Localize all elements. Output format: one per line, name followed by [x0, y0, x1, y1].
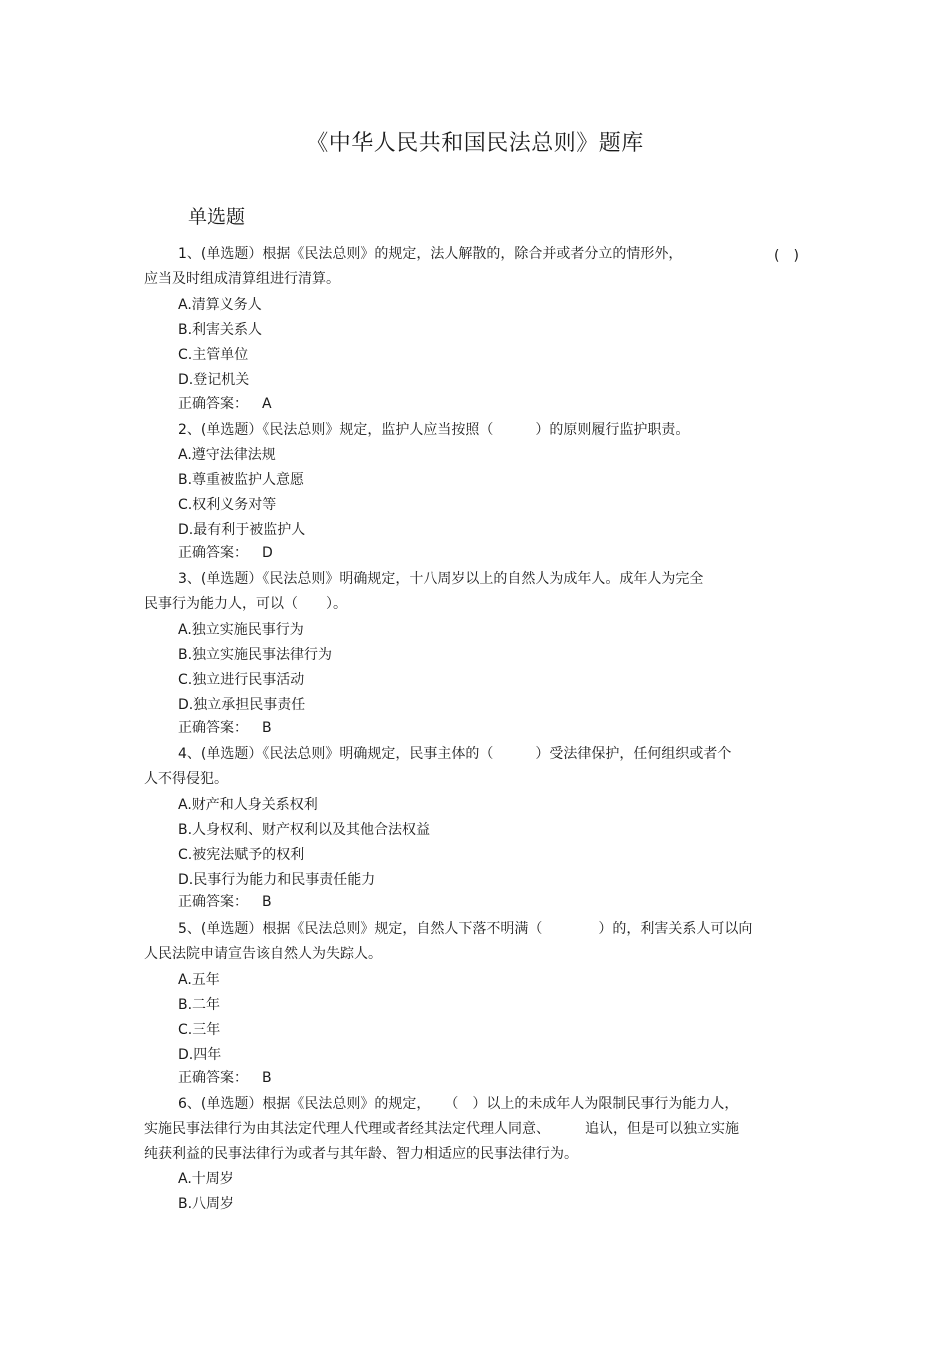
question-2-option-a: A.遵守法律法规: [178, 447, 276, 463]
question-3-option-a: A.独立实施民事行为: [178, 622, 304, 638]
question-1-option-a: A.清算义务人: [178, 297, 262, 313]
question-2-option-d: D.最有利于被监护人: [178, 522, 306, 538]
answer-value: B: [262, 1070, 272, 1086]
question-3-option-c: C.独立进行民事活动: [178, 672, 305, 688]
question-1-option-b: B.利害关系人: [178, 322, 263, 338]
question-4-option-a: A.财产和人身关系权利: [178, 797, 318, 813]
question-5-answer: [178, 1069, 272, 1087]
question-4-option-d: D.民事行为能力和民事责任能力: [178, 872, 376, 888]
document-title: 《中华人民共和国民法总则》题库: [306, 131, 644, 156]
question-6-option-a: A.十周岁: [178, 1171, 234, 1187]
question-1-option-c: C.主管单位: [178, 347, 249, 363]
question-6-option-b: B.八周岁: [178, 1196, 235, 1212]
question-5-option-b: B.二年: [178, 997, 221, 1013]
answer-value: A: [262, 396, 272, 412]
question-5-option-c: C.三年: [178, 1022, 221, 1038]
question-1-option-d: D.登记机关: [178, 372, 250, 388]
question-6-line-3: 纯获利益的民事法律行为或者与其年龄、智力相适应的民事法律行为。: [144, 1146, 578, 1162]
question-5-line-1: 5、(单选题）根据《民法总则》规定，自然人下落不明满（ ）的，利害关系人可以向: [178, 921, 753, 937]
question-4-line-1: 4、(单选题）《民法总则》明确规定，民事主体的（ ）受法律保护，任何组织或者个: [178, 746, 732, 762]
question-3-line-2: 民事行为能力人，可以（ ）。: [144, 596, 347, 612]
question-3-option-d: D.独立承担民事责任: [178, 697, 306, 713]
question-1-line-2: 应当及时组成清算组进行清算。: [144, 271, 340, 287]
question-3-answer: [178, 719, 272, 737]
section-heading: 单选题: [188, 206, 246, 228]
question-6-line-1: 6、(单选题）根据《民法总则》的规定， （ ）以上的未成年人为限制民事行为能力人，: [178, 1096, 739, 1112]
answer-label: 正确答案：: [178, 545, 248, 561]
question-1-answer: [178, 395, 272, 413]
answer-label: 正确答案：: [178, 894, 248, 910]
question-2-option-c: C.权利义务对等: [178, 497, 277, 513]
question-5-option-a: A.五年: [178, 972, 220, 988]
question-3-line-1: 3、(单选题）《民法总则》明确规定，十八周岁以上的自然人为成年人。成年人为完全: [178, 571, 704, 587]
question-4-option-c: C.被宪法赋予的权利: [178, 847, 305, 863]
question-1-line-1: 1、(单选题）根据《民法总则》的规定，法人解散的，除合并或者分立的情形外，: [178, 246, 683, 262]
answer-label: 正确答案：: [178, 720, 248, 736]
question-4-option-b: B.人身权利、财产权利以及其他合法权益: [178, 822, 431, 838]
answer-label: 正确答案：: [178, 396, 248, 412]
answer-label: 正确答案：: [178, 1070, 248, 1086]
question-2-option-b: B.尊重被监护人意愿: [178, 472, 305, 488]
question-5-line-2: 人民法院申请宣告该自然人为失踪人。: [144, 946, 382, 962]
answer-value: B: [262, 894, 272, 910]
question-4-answer: [178, 893, 272, 911]
question-2-line-1: 2、(单选题）《民法总则》规定，监护人应当按照（ ）的原则履行监护职责。: [178, 422, 690, 438]
question-4-line-2: 人不得侵犯。: [144, 771, 228, 787]
answer-value: B: [262, 720, 272, 736]
answer-value: D: [262, 545, 273, 561]
question-5-option-d: D.四年: [178, 1047, 222, 1063]
question-2-answer: [178, 544, 273, 562]
question-3-option-b: B.独立实施民事法律行为: [178, 647, 333, 663]
question-1-blank: ( ): [774, 248, 799, 264]
question-6-line-2: 实施民事法律行为由其法定代理人代理或者经其法定代理人同意、 追认，但是可以独立实施: [144, 1121, 739, 1137]
